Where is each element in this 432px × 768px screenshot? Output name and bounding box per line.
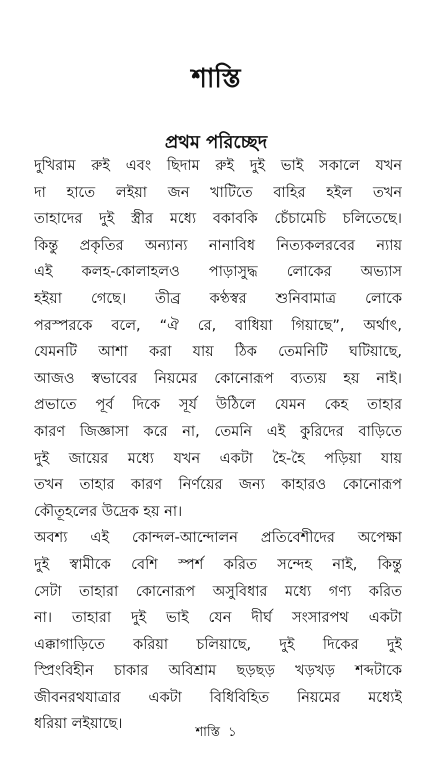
text-line: দুই জায়ের মধ্যে যখন একটা হৈ-হৈ পড়িয়া যায় — [34, 450, 402, 467]
text-line: পরস্পরকে বলে, “ঐ রে, বাধিয়া গিয়াছে”, অর্থাৎ, — [34, 317, 402, 334]
text-line: দা হাতে লইয়া জন খাটিতে বাহির হইল তখন — [34, 184, 402, 201]
text-line: দুই স্বামীকে বেশি স্পর্শ করিত সন্দেহ নাই, কিন্তু — [34, 556, 402, 573]
text-line: হইয়া গেছে। তীব্র কণ্ঠস্বর শুনিবামাত্র লোকে — [34, 290, 402, 307]
text-line: প্রভাতে পূর্ব দিকে সূর্য উঠিলে যেমন কেহ তাহার — [34, 397, 402, 414]
text-line: এক্কাগাড়িতে করিয়া চলিয়াছে, দুই দিকের দুই — [34, 636, 402, 653]
story-title: শাস্তি — [191, 64, 241, 94]
paragraph-1 — [34, 153, 402, 525]
text-line: এই কলহ-কোলাহলও পাড়াসুদ্ধ লোকের অভ্যাস — [34, 264, 402, 281]
running-title: শাস্তি — [195, 725, 220, 740]
text-line: আজও স্বভাবের নিয়মের কোনোরূপ ব্যত্যয় হয় নাই। — [34, 370, 402, 387]
text-line: দুখিরাম রুই এবং ছিদাম রুই দুই ভাই সকালে যখন — [34, 158, 402, 174]
page-footer — [0, 724, 432, 742]
text-line: ধরিয়া লইয়াছে। — [34, 716, 123, 733]
text-line: অবশ্য এই কোন্দল-আন্দোলন প্রতিবেশীদের অপেক্ষা — [34, 530, 402, 547]
text-line: কিন্তু প্রকৃতির অন্যান্য নানাবিধ নিত্যকলরবের ন্যায় — [34, 237, 402, 254]
text-line: স্প্রিংবিহীন চাকার অবিশ্রাম ছড়ছড় খড়খড় শব্দটাকে — [34, 663, 402, 680]
text-line: সেটা তাহারা কোনোরূপ অসুবিধার মধ্যে গণ্য করিত — [34, 583, 402, 600]
text-line: তখন তাহার কারণ নির্ণয়ের জন্য কাহারও কোনোরূপ — [34, 477, 402, 494]
text-line: কৌতূহলের উদ্রেক হয় না। — [34, 503, 183, 520]
text-line: কারণ জিজ্ঞাসা করে না, তেমনি এই কুরিদের বাড়িতে — [34, 423, 402, 440]
paragraph-2 — [34, 525, 402, 738]
page-number: ১ — [228, 725, 237, 740]
text-line: তাহাদের দুই স্ত্রীর মধ্যে বকাবকি চেঁচামেচি চলিতেছে। — [34, 211, 402, 228]
body-text — [34, 153, 402, 738]
text-line: যেমনটি আশা করা যায় ঠিক তেমনিটি ঘটিয়াছে, — [34, 344, 402, 361]
text-line: জীবনরথযাত্রার একটা বিধিবিহিত নিয়মের মধ্যেই — [34, 689, 402, 706]
chapter-heading: প্রথম পরিচ্ছেদ — [164, 132, 268, 153]
text-line: না। তাহারা দুই ভাই যেন দীর্ঘ সংসারপথ একটা — [34, 610, 402, 627]
